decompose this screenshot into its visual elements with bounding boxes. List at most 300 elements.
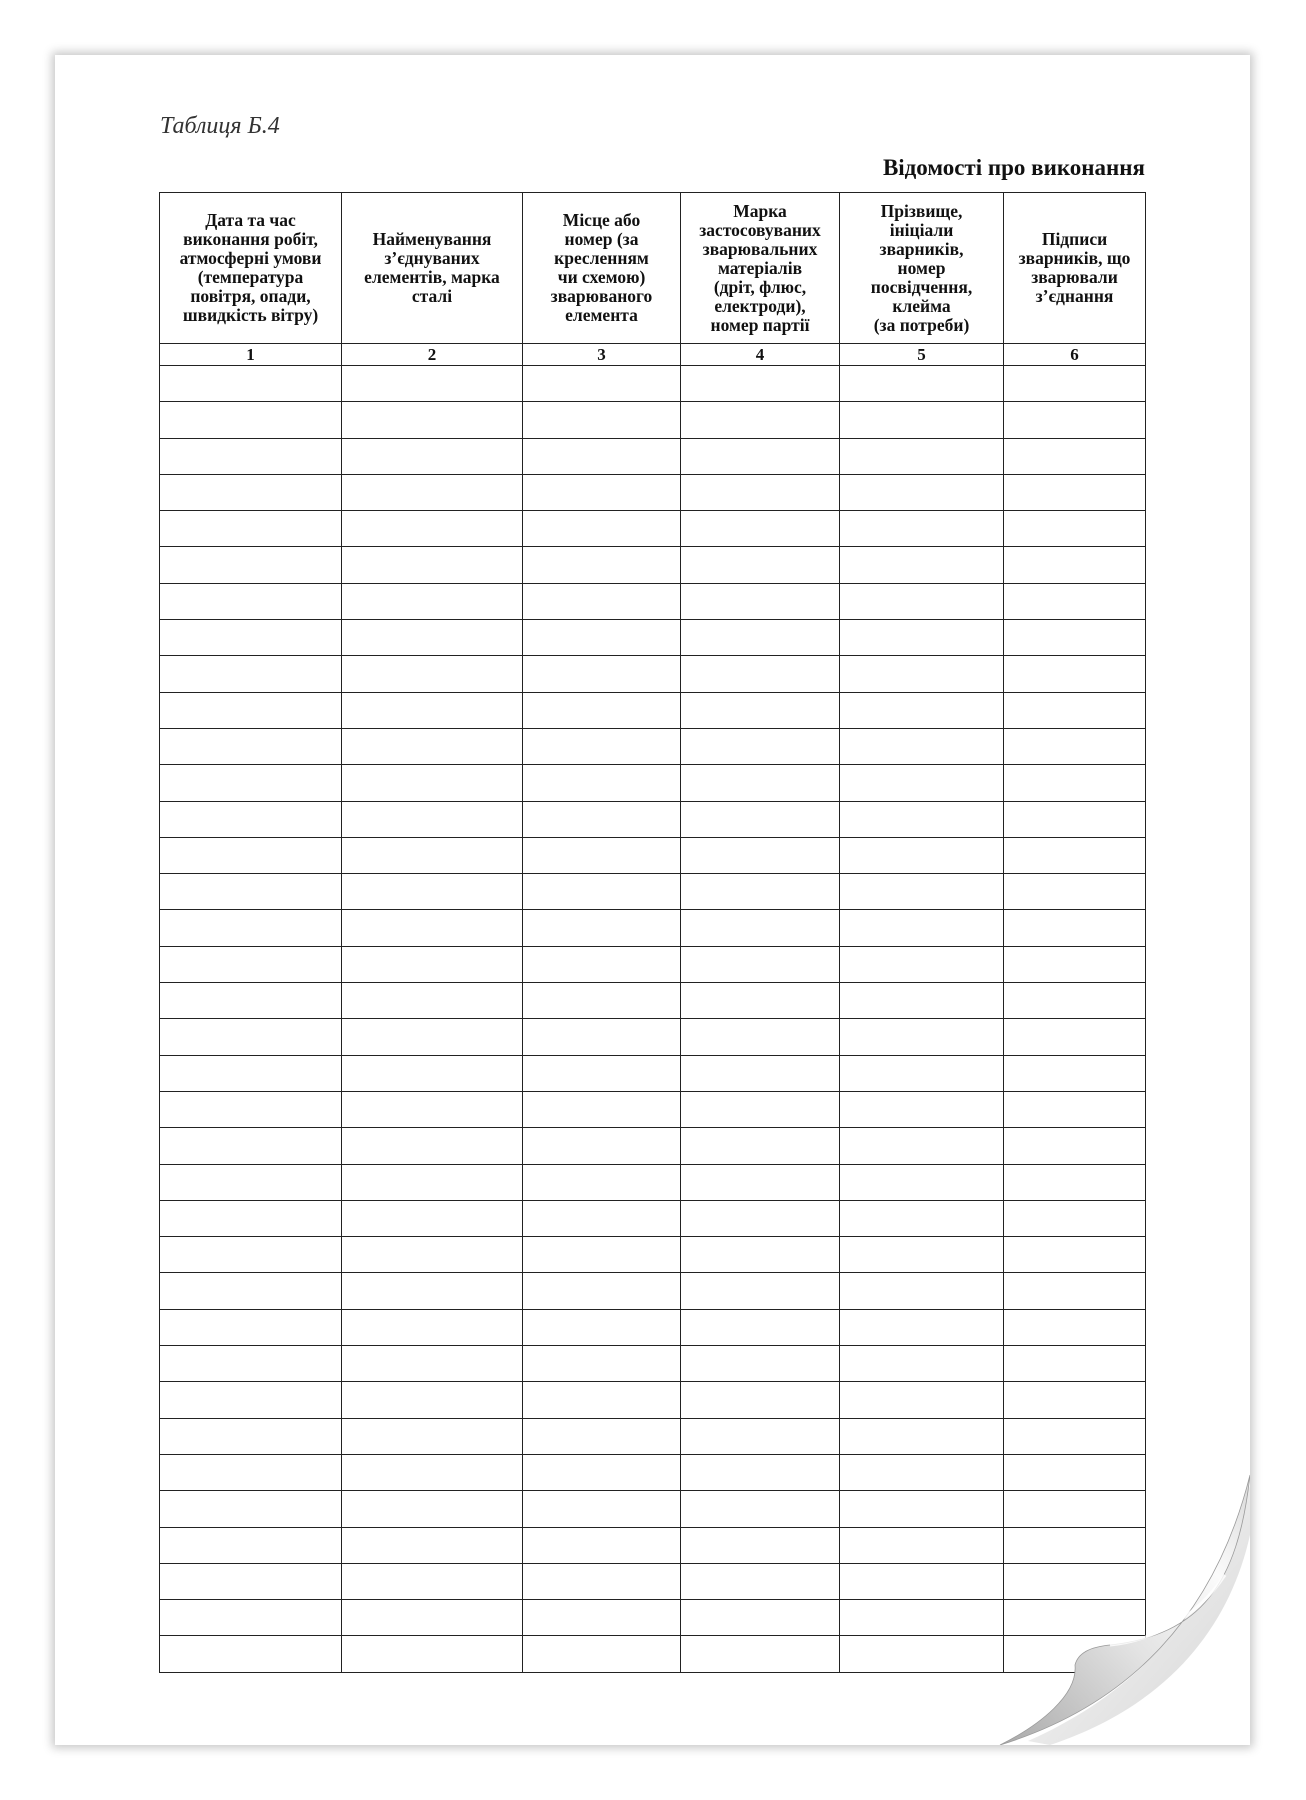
column-header-line: Місце або	[562, 210, 641, 230]
table-cell	[840, 1346, 1004, 1382]
table-cell	[160, 511, 342, 547]
column-header-line: ініціали	[889, 219, 954, 240]
table-cell	[342, 474, 523, 510]
table-cell	[840, 1454, 1004, 1490]
table-cell	[342, 1600, 523, 1636]
column-number: 1	[160, 344, 342, 366]
column-number: 3	[523, 344, 681, 366]
table-cell	[342, 402, 523, 438]
table-row	[160, 1128, 1146, 1164]
table-cell	[840, 874, 1004, 910]
table-cell	[840, 511, 1004, 547]
column-header-line: чи схемою)	[557, 267, 646, 287]
table-cell	[840, 983, 1004, 1019]
column-header-line: з’єднуваних	[384, 248, 480, 268]
table-cell	[342, 801, 523, 837]
table-row	[160, 1491, 1146, 1527]
table-cell	[1004, 656, 1146, 692]
column-header-line: (температура	[197, 267, 304, 287]
column-header-line: Підписи	[1041, 229, 1108, 249]
table-cell	[840, 402, 1004, 438]
table-cell	[523, 1309, 681, 1345]
table-cell	[681, 910, 840, 946]
table-cell	[523, 765, 681, 801]
table-cell	[523, 1527, 681, 1563]
table-row	[160, 801, 1146, 837]
table-cell	[342, 583, 523, 619]
table-cell	[342, 656, 523, 692]
table-cell	[523, 1091, 681, 1127]
table-row	[160, 620, 1146, 656]
table-row	[160, 583, 1146, 619]
table-cell	[681, 1200, 840, 1236]
table-cell	[681, 1346, 840, 1382]
table-cell	[160, 1563, 342, 1599]
table-cell	[342, 1200, 523, 1236]
table-cell	[1004, 1128, 1146, 1164]
column-header-line: виконання робіт,	[183, 229, 318, 249]
column-header-line: атмосферні умови	[179, 248, 322, 268]
table-cell	[342, 1019, 523, 1055]
table-row	[160, 765, 1146, 801]
table-cell	[1004, 511, 1146, 547]
table-cell	[681, 946, 840, 982]
table-cell	[160, 1636, 342, 1672]
table-cell	[160, 1454, 342, 1490]
table-cell	[523, 511, 681, 547]
table-cell	[160, 874, 342, 910]
table-cell	[342, 692, 523, 728]
table-cell	[681, 656, 840, 692]
table-cell	[523, 1019, 681, 1055]
table-row	[160, 1091, 1146, 1127]
table-cell	[342, 547, 523, 583]
table-cell	[1004, 1091, 1146, 1127]
table-cell	[160, 547, 342, 583]
table-cell	[523, 583, 681, 619]
table-cell	[160, 692, 342, 728]
table-row	[160, 511, 1146, 547]
column-header-line: (дріт, флюс,	[713, 276, 807, 297]
table-cell	[342, 728, 523, 764]
table-cell	[840, 1418, 1004, 1454]
table-cell	[681, 1164, 840, 1200]
table-cell	[1004, 1273, 1146, 1309]
table-cell	[1004, 801, 1146, 837]
table-cell	[523, 1346, 681, 1382]
table-cell	[523, 946, 681, 982]
table-cell	[160, 1019, 342, 1055]
column-header-line: номер	[897, 257, 946, 278]
column-header-line: номер (за	[564, 229, 639, 249]
column-header-line: застосовуваних	[699, 219, 821, 240]
table-cell	[523, 874, 681, 910]
column-number: 6	[1004, 344, 1146, 366]
table-cell	[681, 1563, 840, 1599]
table-cell	[342, 983, 523, 1019]
table-cell	[342, 1382, 523, 1418]
table-cell	[1004, 1527, 1146, 1563]
table-cell	[681, 1019, 840, 1055]
table-cell	[681, 1636, 840, 1672]
table-cell	[342, 1055, 523, 1091]
table-cell	[681, 983, 840, 1019]
table-cell	[160, 1091, 342, 1127]
column-header-line: номер партії	[710, 314, 810, 335]
table-cell	[1004, 910, 1146, 946]
column-header-line: з’єднання	[1035, 286, 1114, 306]
table-row	[160, 874, 1146, 910]
table-row	[160, 1200, 1146, 1236]
table-cell	[523, 366, 681, 402]
table-cell	[681, 438, 840, 474]
table-row	[160, 474, 1146, 510]
table-cell	[160, 583, 342, 619]
table-cell	[342, 1164, 523, 1200]
table-cell	[1004, 1454, 1146, 1490]
table-cell	[160, 801, 342, 837]
table-cell	[160, 366, 342, 402]
table-row	[160, 1019, 1146, 1055]
table-cell	[1004, 474, 1146, 510]
records-table	[159, 192, 1146, 1673]
table-row	[160, 1055, 1146, 1091]
table-cell	[160, 1346, 342, 1382]
table-cell	[681, 801, 840, 837]
table-cell	[342, 1273, 523, 1309]
table-cell	[523, 1418, 681, 1454]
table-cell	[342, 1527, 523, 1563]
table-cell	[342, 366, 523, 402]
table-cell	[523, 402, 681, 438]
table-cell	[523, 1164, 681, 1200]
column-header-line: Дата та час	[205, 210, 296, 230]
table-cell	[840, 1382, 1004, 1418]
table-cell	[523, 1600, 681, 1636]
table-cell	[1004, 583, 1146, 619]
table-cell	[160, 910, 342, 946]
table-cell	[1004, 1563, 1146, 1599]
column-header-line: сталі	[411, 286, 453, 306]
table-cell	[681, 1055, 840, 1091]
table-cell	[523, 910, 681, 946]
table-cell	[342, 1454, 523, 1490]
table-cell	[681, 1237, 840, 1273]
table-cell	[523, 837, 681, 873]
table-cell	[160, 1491, 342, 1527]
table-cell	[523, 1273, 681, 1309]
table-row	[160, 1382, 1146, 1418]
table-cell	[1004, 438, 1146, 474]
table-cell	[342, 1237, 523, 1273]
table-cell	[523, 474, 681, 510]
table-header-row	[160, 193, 1146, 344]
column-header-2	[342, 193, 523, 344]
table-row	[160, 1600, 1146, 1636]
column-header-line: елементів, марка	[364, 267, 500, 287]
table-cell	[840, 366, 1004, 402]
table-cell	[523, 438, 681, 474]
table-cell	[1004, 366, 1146, 402]
table-row	[160, 1164, 1146, 1200]
document-page	[55, 55, 1250, 1745]
table-cell	[1004, 765, 1146, 801]
table-cell	[1004, 1019, 1146, 1055]
table-cell	[840, 1200, 1004, 1236]
table-cell	[160, 1164, 342, 1200]
table-cell	[1004, 1164, 1146, 1200]
table-row	[160, 1527, 1146, 1563]
table-cell	[1004, 1346, 1146, 1382]
table-cell	[840, 910, 1004, 946]
column-header-line: зварників, що	[1018, 248, 1131, 268]
table-cell	[342, 837, 523, 873]
table-cell	[160, 728, 342, 764]
table-row	[160, 438, 1146, 474]
table-cell	[1004, 837, 1146, 873]
table-cell	[342, 765, 523, 801]
table-row	[160, 1309, 1146, 1345]
table-cell	[681, 366, 840, 402]
table-cell	[523, 1454, 681, 1490]
table-cell	[160, 1128, 342, 1164]
table-row	[160, 656, 1146, 692]
table-cell	[840, 1600, 1004, 1636]
table-cell	[160, 1418, 342, 1454]
table-cell	[342, 511, 523, 547]
table-cell	[681, 583, 840, 619]
table-row	[160, 1454, 1146, 1490]
table-row	[160, 1346, 1146, 1382]
table-cell	[342, 1636, 523, 1672]
table-cell	[160, 1200, 342, 1236]
table-cell	[681, 765, 840, 801]
table-row	[160, 837, 1146, 873]
column-header-line: швидкість вітру)	[182, 305, 319, 325]
table-cell	[840, 837, 1004, 873]
column-number: 5	[840, 344, 1004, 366]
table-cell	[1004, 1237, 1146, 1273]
table-cell	[160, 1382, 342, 1418]
table-cell	[681, 874, 840, 910]
table-cell	[342, 946, 523, 982]
table-cell	[1004, 946, 1146, 982]
table-cell	[523, 656, 681, 692]
table-row	[160, 946, 1146, 982]
table-row	[160, 1563, 1146, 1599]
column-header-line: клейма	[892, 295, 951, 316]
table-cell	[840, 1055, 1004, 1091]
table-cell	[840, 438, 1004, 474]
column-header-line: повітря, опади,	[190, 286, 311, 306]
table-cell	[840, 620, 1004, 656]
table-cell	[342, 1418, 523, 1454]
table-cell	[160, 837, 342, 873]
table-cell	[523, 1491, 681, 1527]
table-row	[160, 1636, 1146, 1672]
table-cell	[523, 1055, 681, 1091]
table-cell	[681, 1454, 840, 1490]
table-cell	[681, 1527, 840, 1563]
table-row	[160, 402, 1146, 438]
table-cell	[523, 692, 681, 728]
table-cell	[523, 1128, 681, 1164]
table-cell	[681, 1128, 840, 1164]
column-header-6	[1004, 193, 1146, 344]
table-cell	[1004, 1382, 1146, 1418]
table-cell	[160, 402, 342, 438]
table-cell	[160, 946, 342, 982]
table-row	[160, 910, 1146, 946]
table-cell	[681, 1418, 840, 1454]
table-cell	[523, 1200, 681, 1236]
table-cell	[1004, 728, 1146, 764]
table-cell	[840, 946, 1004, 982]
table-cell	[1004, 620, 1146, 656]
table-cell	[1004, 1055, 1146, 1091]
column-header-line: (за потреби)	[873, 314, 970, 335]
table-cell	[523, 547, 681, 583]
column-header-line: зварюваного	[550, 286, 653, 306]
table-cell	[160, 474, 342, 510]
table-cell	[342, 1563, 523, 1599]
column-header-line: Марка	[733, 200, 787, 221]
table-cell	[681, 474, 840, 510]
column-header-line: Прізвище,	[880, 200, 963, 221]
table-cell	[681, 1309, 840, 1345]
table-cell	[342, 1128, 523, 1164]
table-cell	[840, 656, 1004, 692]
table-cell	[523, 620, 681, 656]
table-cell	[681, 1491, 840, 1527]
table-cell	[681, 692, 840, 728]
table-cell	[681, 728, 840, 764]
table-cell	[840, 583, 1004, 619]
table-cell	[160, 1600, 342, 1636]
column-header-line: зварників,	[879, 238, 964, 259]
table-cell	[681, 1273, 840, 1309]
table-cell	[840, 1019, 1004, 1055]
table-row	[160, 728, 1146, 764]
table-cell	[840, 728, 1004, 764]
table-cell	[840, 765, 1004, 801]
table-cell	[342, 438, 523, 474]
table-cell	[840, 1273, 1004, 1309]
table-cell	[342, 1091, 523, 1127]
table-cell	[342, 620, 523, 656]
table-cell	[160, 438, 342, 474]
table-row	[160, 692, 1146, 728]
column-header-line: зварювальних	[702, 238, 818, 259]
column-header-5	[840, 193, 1004, 344]
table-cell	[840, 1091, 1004, 1127]
table-cell	[342, 910, 523, 946]
table-cell	[160, 1527, 342, 1563]
column-header-line: кресленням	[554, 248, 649, 268]
table-row	[160, 983, 1146, 1019]
table-cell	[160, 656, 342, 692]
column-header-line: Найменування	[372, 229, 492, 249]
column-header-line: посвідчення,	[870, 276, 973, 297]
table-cell	[840, 1527, 1004, 1563]
column-header-1	[160, 193, 342, 344]
table-cell	[840, 474, 1004, 510]
table-cell	[160, 1309, 342, 1345]
table-cell	[160, 1055, 342, 1091]
table-cell	[840, 1237, 1004, 1273]
column-header-line: електроди),	[714, 295, 806, 316]
column-header-3	[523, 193, 681, 344]
table-cell	[840, 692, 1004, 728]
table-cell	[1004, 1600, 1146, 1636]
table-cell	[1004, 1309, 1146, 1345]
table-cell	[840, 1563, 1004, 1599]
table-cell	[840, 1491, 1004, 1527]
table-cell	[342, 1346, 523, 1382]
table-cell	[523, 983, 681, 1019]
table-cell	[160, 1273, 342, 1309]
table-row	[160, 1237, 1146, 1273]
table-cell	[681, 511, 840, 547]
table-cell	[342, 1491, 523, 1527]
table-cell	[523, 728, 681, 764]
table-caption: Таблиця Б.4	[160, 113, 280, 139]
table-cell	[1004, 692, 1146, 728]
table-row	[160, 1273, 1146, 1309]
table-cell	[523, 1636, 681, 1672]
column-header-line: зварювали	[1031, 267, 1118, 287]
table-cell	[681, 402, 840, 438]
table-cell	[681, 1382, 840, 1418]
table-cell	[840, 1636, 1004, 1672]
table-cell	[523, 1237, 681, 1273]
table-cell	[840, 801, 1004, 837]
table-cell	[840, 1128, 1004, 1164]
table-cell	[1004, 983, 1146, 1019]
table-cell	[840, 1309, 1004, 1345]
table-cell	[681, 620, 840, 656]
table-cell	[160, 983, 342, 1019]
column-header-line: матеріалів	[717, 257, 803, 278]
table-cell	[840, 547, 1004, 583]
table-cell	[523, 1563, 681, 1599]
table-cell	[523, 1382, 681, 1418]
table-cell	[1004, 874, 1146, 910]
table-cell	[1004, 1636, 1146, 1672]
table-cell	[160, 620, 342, 656]
table-row	[160, 366, 1146, 402]
document-title: Відомості про виконання	[882, 155, 1145, 180]
column-number: 2	[342, 344, 523, 366]
table-cell	[523, 801, 681, 837]
column-header-4	[681, 193, 840, 344]
table-cell	[1004, 1491, 1146, 1527]
table-cell	[342, 1309, 523, 1345]
table-cell	[1004, 1200, 1146, 1236]
column-header-line: елемента	[565, 305, 638, 325]
table-cell	[681, 837, 840, 873]
column-number-row	[160, 344, 1146, 366]
column-number: 4	[681, 344, 840, 366]
table-cell	[1004, 547, 1146, 583]
table-row	[160, 547, 1146, 583]
table-row	[160, 1418, 1146, 1454]
table-cell	[160, 1237, 342, 1273]
table-cell	[681, 1600, 840, 1636]
table-cell	[160, 765, 342, 801]
table-cell	[681, 1091, 840, 1127]
table-cell	[681, 547, 840, 583]
